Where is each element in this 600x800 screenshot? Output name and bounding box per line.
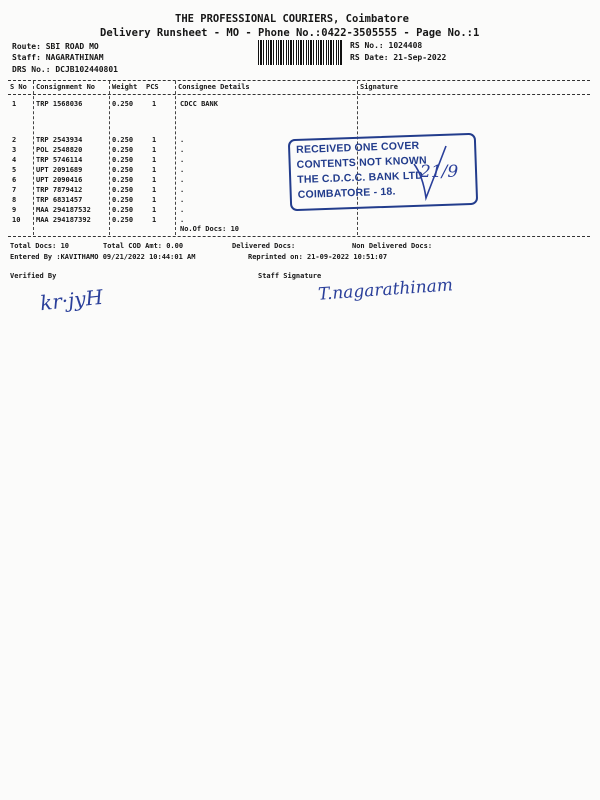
weight-cell: 0.250 [112, 186, 134, 194]
total-cod: Total COD Amt: 0.00 [103, 242, 184, 250]
staff-signature-label: Staff Signature [258, 272, 322, 280]
pcs-cell: 1 [152, 166, 157, 174]
weight-cell: 0.250 [112, 206, 134, 214]
col-signature: Signature [360, 83, 398, 91]
table-bottom-rule [8, 236, 590, 237]
header-bottom-rule [8, 94, 590, 95]
sno-cell: 7 [12, 186, 17, 194]
weight-cell: 0.250 [112, 100, 134, 108]
pcs-cell: 1 [152, 196, 157, 204]
header-top-rule [8, 80, 590, 81]
sno-cell: 10 [12, 216, 21, 224]
pcs-cell: 1 [152, 176, 157, 184]
col-sep [33, 81, 34, 235]
consignment-cell: TRP 1568036 [36, 100, 83, 108]
weight-cell: 0.250 [112, 156, 134, 164]
total-docs: Total Docs: 10 [10, 242, 70, 250]
col-sno: S No [10, 83, 27, 91]
weight-cell: 0.250 [112, 136, 134, 144]
staff-label: Staff: NAGARATHINAM [12, 53, 104, 62]
no-of-docs: No.Of Docs: 10 [180, 225, 240, 233]
stamp-line-1: RECEIVED ONE COVER [295, 139, 420, 157]
consignee-cell: . [180, 146, 185, 154]
verifier-signature: kr·jyH [38, 284, 105, 316]
consignment-cell: TRP 7879412 [36, 186, 83, 194]
consignee-cell: . [180, 176, 185, 184]
stamp-handwritten-date: 21/9 [420, 162, 459, 182]
sno-cell: 4 [12, 156, 17, 164]
consignment-cell: UPT 2091689 [36, 166, 83, 174]
consignment-cell: TRP 5746114 [36, 156, 83, 164]
delivered-docs: Delivered Docs: [232, 242, 296, 250]
col-consignment: Consignment No [36, 83, 96, 91]
weight-cell: 0.250 [112, 216, 134, 224]
sno-cell: 6 [12, 176, 17, 184]
col-consignee: Consignee Details [178, 83, 250, 91]
rs-date: RS Date: 21-Sep-2022 [350, 53, 447, 62]
runsheet-title: Delivery Runsheet - MO - Phone No.:0422-3505555 - Page No.:1 [100, 27, 480, 39]
consignment-cell: POL 2548820 [36, 146, 83, 154]
rs-number: RS No.: 1024408 [350, 41, 423, 50]
sno-cell: 1 [12, 100, 17, 108]
pcs-cell: 1 [152, 216, 157, 224]
consignment-cell: MAA 294187532 [36, 206, 91, 214]
consignee-cell: . [180, 186, 185, 194]
entered-by: Entered By :KAVITHAMO 09/21/2022 10:44:01 AM [10, 253, 196, 261]
pcs-cell: 1 [152, 146, 157, 154]
barcode [258, 40, 342, 65]
route-label: Route: SBI ROAD MO [12, 42, 99, 51]
reprinted-on: Reprinted on: 21-09-2022 10:51:07 [248, 253, 388, 261]
weight-cell: 0.250 [112, 166, 134, 174]
stamp-line-4: COIMBATORE - 18. [297, 185, 396, 201]
col-sep [175, 81, 176, 235]
sno-cell: 2 [12, 136, 17, 144]
pcs-cell: 1 [152, 100, 157, 108]
sno-cell: 9 [12, 206, 17, 214]
consignment-cell: TRP 6831457 [36, 196, 83, 204]
consignee-cell: . [180, 206, 185, 214]
stamp-line-2: CONTENTS NOT KNOWN [296, 154, 428, 172]
pcs-cell: 1 [152, 156, 157, 164]
non-delivered-docs: Non Delivered Docs: [352, 242, 433, 250]
consignment-cell: TRP 2543934 [36, 136, 83, 144]
weight-cell: 0.250 [112, 176, 134, 184]
drs-number: DRS No.: DCJB102440801 [12, 65, 118, 74]
consignee-cell: . [180, 156, 185, 164]
col-sep [109, 81, 110, 235]
consignee-cell: . [180, 196, 185, 204]
consignee-cell: . [180, 136, 185, 144]
col-weight: Weight [112, 83, 138, 91]
consignment-cell: UPT 2090416 [36, 176, 83, 184]
handwritten-tick [410, 142, 450, 202]
pcs-cell: 1 [152, 136, 157, 144]
staff-signature: T.nagarathinam [317, 275, 454, 305]
col-pcs: PCS [146, 83, 159, 91]
consignee-cell: . [180, 216, 185, 224]
weight-cell: 0.250 [112, 146, 134, 154]
sno-cell: 3 [12, 146, 17, 154]
consignee-cell: . [180, 166, 185, 174]
company-title: THE PROFESSIONAL COURIERS, Coimbatore [175, 13, 409, 25]
consignee-cell: CDCC BANK [180, 100, 218, 108]
stamp-line-3: THE C.D.C.C. BANK LTD [297, 169, 424, 186]
pcs-cell: 1 [152, 186, 157, 194]
sno-cell: 8 [12, 196, 17, 204]
sno-cell: 5 [12, 166, 17, 174]
weight-cell: 0.250 [112, 196, 134, 204]
consignment-cell: MAA 294187392 [36, 216, 91, 224]
verified-by-label: Verified By [10, 272, 57, 280]
pcs-cell: 1 [152, 206, 157, 214]
